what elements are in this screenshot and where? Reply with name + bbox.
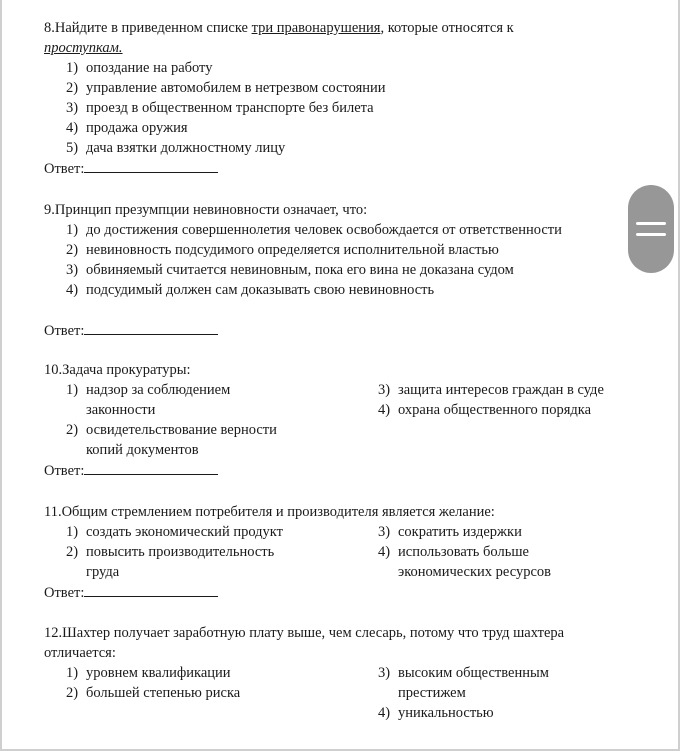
option-number: 2) (66, 422, 79, 438)
question-11 (44, 502, 634, 603)
drag-handle-icon[interactable] (628, 185, 674, 273)
question-8-answer (44, 158, 634, 179)
option-number: 3) (66, 262, 79, 278)
option (66, 138, 634, 158)
answer-label: Ответ: (44, 323, 85, 339)
option-text: уровнем квалификации (86, 665, 231, 681)
question-9-options (44, 220, 634, 300)
option-number: 2) (66, 242, 79, 258)
option-text: надзор за соблюдением законности (86, 382, 231, 418)
option (66, 98, 634, 118)
option-number: 1) (66, 524, 79, 540)
option-number: 1) (66, 665, 79, 681)
option-text: освидетельствование верности копий документов (86, 422, 277, 458)
question-8 (44, 18, 634, 179)
option-number: 4) (66, 120, 79, 136)
question-9 (44, 200, 634, 341)
option-text: защита интересов граждан в суде (398, 382, 604, 398)
option (66, 240, 634, 260)
option (66, 683, 378, 703)
handle-bar (636, 222, 666, 225)
option-text: опоздание на работу (86, 60, 213, 76)
option (66, 78, 634, 98)
option (66, 380, 266, 420)
option-number: 2) (66, 80, 79, 96)
option-text: сократить издержки (398, 524, 522, 540)
option-text: управление автомобилем в нетрезвом состоянии (86, 80, 386, 96)
option-text: дача взятки должностному лицу (86, 140, 286, 156)
option-number: 4) (66, 282, 79, 298)
question-10 (44, 360, 634, 481)
question-12-options (44, 663, 634, 723)
option (66, 420, 306, 460)
answer-blank[interactable] (84, 582, 218, 597)
option-number: 1) (66, 382, 79, 398)
option (66, 280, 634, 300)
option-text: создать экономический продукт (86, 524, 283, 540)
option (378, 703, 634, 723)
answer-label: Ответ: (44, 161, 85, 177)
question-8-stem (44, 18, 634, 58)
option-text: обвиняемый считается невиновным, пока его вина не доказана судом (86, 262, 514, 278)
option-number: 5) (66, 140, 79, 156)
option-text: высоким общественным престижем (398, 665, 549, 701)
question-8-stem-underlined: три правонарушения (251, 20, 381, 36)
answer-blank[interactable] (84, 320, 218, 335)
option-number: 3) (378, 524, 391, 540)
option (66, 542, 306, 582)
option-text: невиновность подсудимого определяется исполнительной властью (86, 242, 499, 258)
question-8-stem-mid: , которые относятся к (380, 20, 514, 36)
question-8-stem-prefix: 8.Найдите в приведенном списке (44, 20, 252, 36)
question-10-stem: 10.Задача прокуратуры: (44, 362, 191, 378)
option-text: до достижения совершеннолетия человек освобождается от ответственности (86, 222, 562, 238)
answer-label: Ответ: (44, 463, 85, 479)
option-number: 3) (66, 100, 79, 116)
option-number: 1) (66, 60, 79, 76)
question-8-options (44, 58, 634, 158)
option-text: большей степенью риска (86, 685, 241, 701)
question-10-options (44, 380, 634, 460)
question-12-stem: 12.Шахтер получает заработную плату выше, чем слесарь, потому что труд шахтера отличается: (44, 625, 565, 661)
option (66, 220, 634, 240)
option (66, 663, 378, 683)
answer-label: Ответ: (44, 585, 85, 601)
option (66, 118, 634, 138)
option (378, 522, 634, 542)
question-11-options (44, 522, 634, 582)
page-border-left (0, 0, 2, 751)
option-text: охрана общественного порядка (398, 402, 592, 418)
option-number: 4) (378, 402, 391, 418)
option-text: использовать больше экономических ресурсов (398, 544, 551, 580)
option-number: 2) (66, 685, 79, 701)
option-number: 4) (378, 705, 391, 721)
option-number: 2) (66, 544, 79, 560)
option-text: проезд в общественном транспорте без билета (86, 100, 374, 116)
option-text: повысить производительность груда (86, 544, 275, 580)
option (66, 260, 634, 280)
option (378, 380, 634, 400)
option-text: уникальностью (398, 705, 494, 721)
question-12 (44, 623, 634, 723)
question-8-stem-emphasis: проступкам. (44, 40, 123, 56)
option-number: 4) (378, 544, 391, 560)
answer-blank[interactable] (84, 158, 218, 173)
question-10-answer (44, 460, 634, 481)
option (66, 522, 378, 542)
option (378, 663, 578, 703)
option-text: продажа оружия (86, 120, 188, 136)
question-9-answer (44, 320, 634, 341)
option (378, 542, 588, 582)
question-11-stem: 11.Общим стремлением потребителя и производителя является желание: (44, 504, 495, 520)
question-9-stem: 9.Принцип презумпции невиновности означает, что: (44, 202, 368, 218)
option (378, 400, 634, 420)
handle-bar (636, 233, 666, 236)
option-number: 1) (66, 222, 79, 238)
option-text: подсудимый должен сам доказывать свою невиновность (86, 282, 435, 298)
question-11-answer (44, 582, 634, 603)
answer-blank[interactable] (84, 460, 218, 475)
option (66, 58, 634, 78)
option-number: 3) (378, 665, 391, 681)
option-number: 3) (378, 382, 391, 398)
